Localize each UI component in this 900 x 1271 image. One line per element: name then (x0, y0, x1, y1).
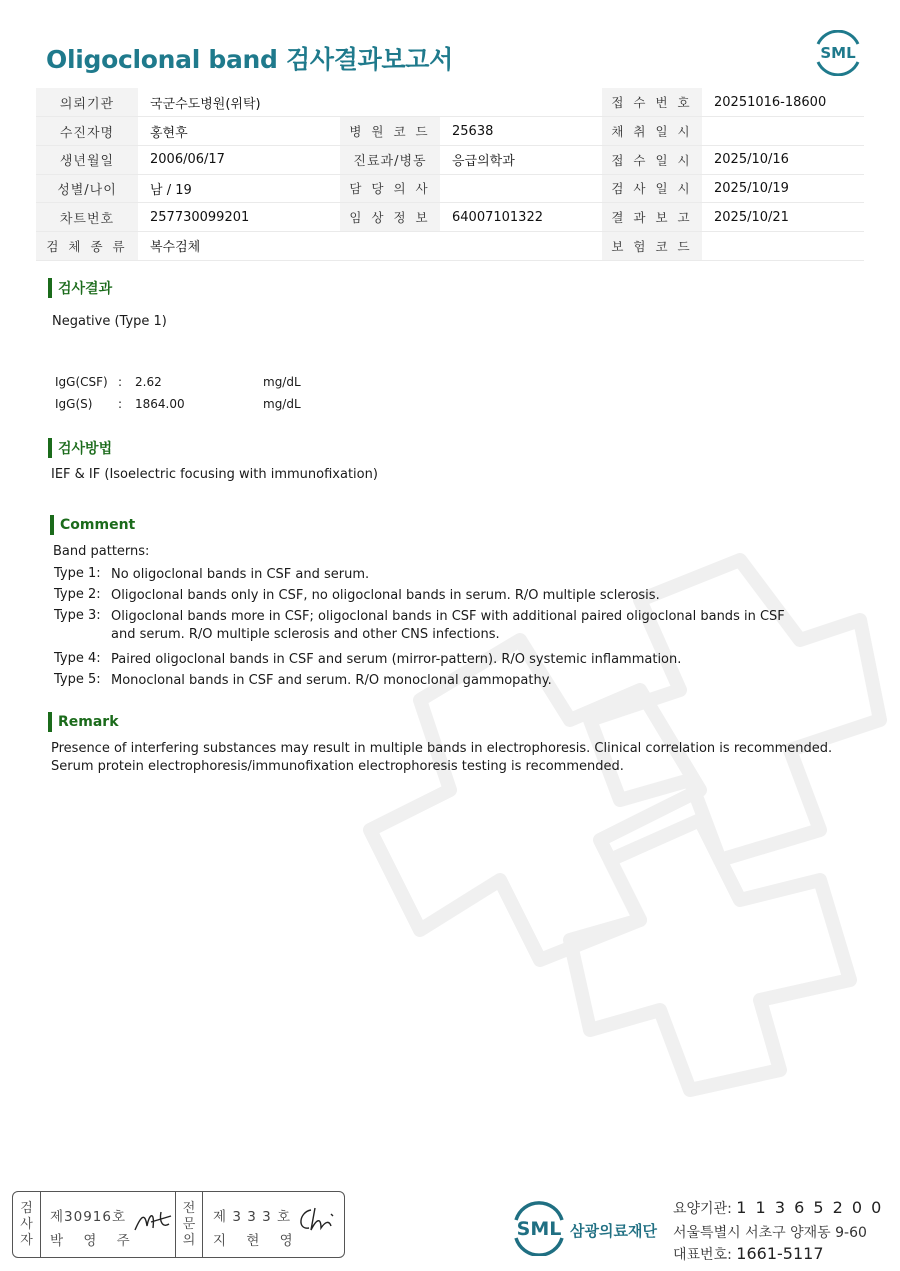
section-comment (50, 515, 135, 535)
type-key: Type 2: (54, 587, 101, 602)
label-report-date: 결 과 보 고 (602, 203, 702, 232)
institution-code-line (673, 1198, 883, 1218)
sml-footer-logo-icon (510, 1200, 568, 1256)
institution-code: 1 1 3 6 5 2 0 0 (736, 1198, 884, 1217)
examiner-label-char: 사 (20, 1216, 33, 1232)
value-birth-date: 2006/06/17 (138, 145, 340, 174)
table-row (36, 174, 864, 203)
value-report-date: 2025/10/21 (702, 203, 864, 232)
value-physician (440, 174, 602, 203)
specialist-label-char: 문 (182, 1216, 196, 1232)
examiner-license-no: 제30916호 (50, 1209, 127, 1225)
value-requesting-org: 국군수도병원(위탁) (138, 88, 602, 117)
result-item-value: 1864.00 (135, 397, 185, 411)
type-text: Paired oligoclonal bands in CSF and serum (mirror-pattern). R/O systemic inflammation. (111, 652, 682, 667)
value-clinical-info: 64007101322 (440, 203, 602, 232)
label-test-date: 검 사 일 시 (602, 174, 702, 203)
section-heading: Remark (58, 714, 119, 730)
type-key: Type 5: (54, 672, 101, 687)
specialist-signature-icon (293, 1204, 341, 1236)
value-insurance-code (702, 231, 864, 260)
examiner-label-char: 검 (20, 1200, 33, 1216)
result-item-unit: mg/dL (263, 375, 301, 389)
foundation-name: 삼광의료재단 (570, 1222, 657, 1240)
table-row (36, 145, 864, 174)
label-requesting-org: 의뢰기관 (36, 88, 138, 117)
value-department: 응급의학과 (440, 145, 602, 174)
patient-info-table (36, 88, 864, 261)
table-row (36, 231, 864, 260)
value-patient-name: 홍현후 (138, 117, 340, 146)
label-sex-age: 성별/나이 (36, 174, 138, 203)
comment-intro: Band patterns: (53, 544, 150, 559)
method-text: IEF & IF (Isoelectric focusing with immunofixation) (51, 467, 378, 482)
specialist-label-char: 의 (182, 1232, 196, 1248)
table-row (36, 117, 864, 146)
examiner-label (13, 1192, 41, 1257)
value-hospital-code: 25638 (440, 117, 602, 146)
label-hospital-code: 병 원 코 드 (340, 117, 440, 146)
specialist-label (175, 1192, 203, 1257)
label-specimen-type: 검 체 종 류 (36, 231, 138, 260)
result-item-name: IgG(S) (55, 397, 93, 411)
label-collection-date: 채 취 일 시 (602, 117, 702, 146)
type-key: Type 1: (54, 566, 101, 581)
remark-line-2: Serum protein electrophoresis/immunofixation electrophoresis testing is recommended. (51, 759, 624, 774)
signature-box (12, 1191, 345, 1258)
value-chart-no: 257730099201 (138, 203, 340, 232)
result-item-value: 2.62 (135, 375, 162, 389)
section-heading: 검사결과 (58, 281, 113, 297)
logo-text: SML (820, 44, 856, 62)
phone-line (673, 1244, 824, 1264)
value-receipt-date: 2025/10/16 (702, 145, 864, 174)
remark-line-1: Presence of interfering substances may result in multiple bands in electrophoresis. Clinical correlation is recommended. (51, 741, 833, 756)
label-clinical-info: 임 상 정 보 (340, 203, 440, 232)
value-receipt-no: 20251016-18600 (702, 88, 864, 117)
label-chart-no: 차트번호 (36, 203, 138, 232)
section-marker (48, 278, 52, 298)
type-key: Type 3: (54, 608, 101, 623)
section-heading: 검사방법 (58, 441, 113, 457)
sml-logo-icon (812, 30, 864, 76)
type-text: Oligoclonal bands only in CSF, no oligoclonal bands in serum. R/O multiple sclerosis. (111, 588, 660, 603)
footer-logo-text: SML (516, 1218, 562, 1240)
phone-label: 대표번호: (673, 1247, 732, 1263)
table-row (36, 203, 864, 232)
label-physician: 담 당 의 사 (340, 174, 440, 203)
section-method (48, 438, 112, 458)
section-results (48, 278, 112, 298)
section-heading: Comment (60, 517, 136, 533)
result-item-unit: mg/dL (263, 397, 301, 411)
examiner-name: 박 영 주 (50, 1233, 138, 1249)
address: 서울특별시 서초구 양재동 9-60 (673, 1225, 867, 1241)
phone-number: 1661-5117 (736, 1244, 824, 1263)
specialist-license-no: 제 3 3 3 호 (213, 1209, 292, 1225)
type-text: Oligoclonal bands more in CSF; oligoclonal bands in CSF with additional paired oligoclonal bands in CSF and serum. R/O multiple sclerosis and other CNS infections. (111, 609, 785, 642)
examiner-label-char: 자 (20, 1232, 33, 1248)
label-receipt-no: 접 수 번 호 (602, 88, 702, 117)
institution-label: 요양기관: (673, 1201, 732, 1217)
page-title: Oligoclonal band 검사결과보고서 (46, 45, 453, 74)
value-specimen-type: 복수검체 (138, 231, 602, 260)
section-marker (48, 438, 52, 458)
type-text: Monoclonal bands in CSF and serum. R/O monoclonal gammopathy. (111, 673, 552, 688)
value-collection-date (702, 117, 864, 146)
value-sex-age: 남 / 19 (138, 174, 340, 203)
section-remark (48, 712, 119, 732)
result-item-name: IgG(CSF) (55, 375, 108, 389)
examiner-signature-icon (131, 1206, 177, 1236)
specialist-label-char: 전 (182, 1200, 196, 1216)
label-receipt-date: 접 수 일 시 (602, 145, 702, 174)
label-insurance-code: 보 험 코 드 (602, 231, 702, 260)
type-text: No oligoclonal bands in CSF and serum. (111, 567, 370, 582)
section-marker (48, 712, 52, 732)
specialist-name: 지 현 영 (213, 1233, 301, 1249)
result-summary: Negative (Type 1) (52, 314, 167, 329)
label-birth-date: 생년월일 (36, 145, 138, 174)
label-patient-name: 수진자명 (36, 117, 138, 146)
result-item-sep: : (118, 375, 123, 389)
section-marker (50, 515, 54, 535)
label-department: 진료과/병동 (340, 145, 440, 174)
type-key: Type 4: (54, 651, 101, 666)
value-test-date: 2025/10/19 (702, 174, 864, 203)
table-row (36, 88, 864, 117)
result-item-sep: : (118, 397, 123, 411)
